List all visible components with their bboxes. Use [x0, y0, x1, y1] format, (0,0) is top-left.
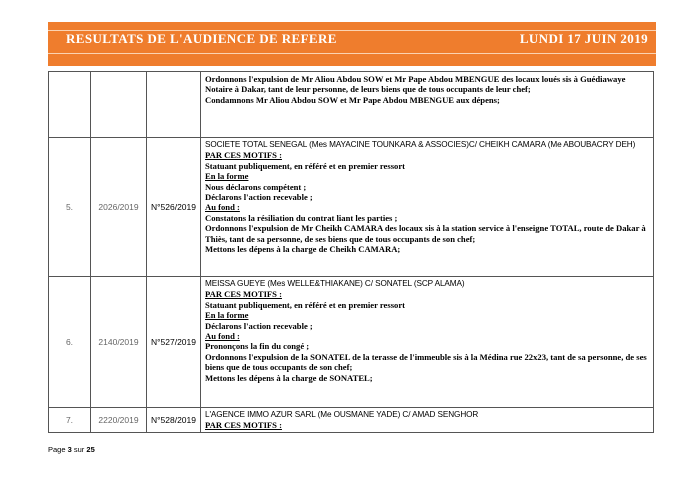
decision-line: Prononçons la fin du congé ; [205, 341, 310, 352]
decision-line: Ordonnons l'expulsion de Mr Cheikh CAMARA des locaux sis à la station service à l'enseigne TOTAL, route de Dakar à Thiès, tant de sa personne, de ses biens que de tous occupants de son chef; [205, 223, 646, 244]
section-heading: En la forme [205, 310, 249, 321]
page-label: Page [48, 445, 66, 454]
decision-line: Mettons les dépens à la charge de Cheikh CAMARA; [205, 244, 401, 255]
page-footer [48, 445, 95, 454]
decision-text [201, 408, 654, 433]
order-number: N°528/2019 [147, 408, 201, 433]
decision-line: Statuant publiquement, en référé et en premier ressort [205, 299, 406, 310]
table-row [49, 408, 654, 433]
order-number [147, 72, 201, 138]
order-number: N°527/2019 [147, 277, 201, 408]
case-number: 2140/2019 [91, 277, 147, 408]
table-row [49, 72, 654, 138]
results-table [48, 71, 654, 433]
parties-line: L'AGENCE IMMO AZUR SARL (Me OUSMANE YADE) C/ AMAD SENGHOR [205, 410, 479, 419]
header-title: RESULTATS DE L'AUDIENCE DE REFERE [66, 31, 337, 46]
section-heading: PAR CES MOTIFS : [205, 289, 282, 300]
row-number [49, 72, 91, 138]
case-number: 2026/2019 [91, 138, 147, 277]
section-heading: PAR CES MOTIFS : [205, 150, 282, 161]
header-banner [48, 22, 656, 66]
case-number [91, 72, 147, 138]
row-number: 5. [49, 138, 91, 277]
row-number: 7. [49, 408, 91, 433]
decision-line: Déclarons l'action recevable ; [205, 192, 313, 203]
decision-line: Constatons la résiliation du contrat liant les parties ; [205, 212, 398, 223]
page-number: 3 [67, 445, 72, 454]
parties-line: MEISSA GUEYE (Mes WELLE&THIAKANE) C/ SONATEL (SCP ALAMA) [205, 279, 465, 288]
parties-line: SOCIETE TOTAL SENEGAL (Mes MAYACINE TOUNKARA & ASSOCIES)C/ CHEIKH CAMARA (Me ABOUBACRY DEH) [205, 140, 636, 149]
decision-line: Déclarons l'action recevable ; [205, 320, 313, 331]
table-row [49, 277, 654, 408]
decision-line: Statuant publiquement, en référé et en premier ressort [205, 160, 406, 171]
decision-line: Condamnons Mr Aliou Abdou SOW et Mr Pape Abdou MBENGUE aux dépens; [205, 94, 500, 105]
decision-line: Ordonnons l'expulsion de la SONATEL de la terasse de l'immeuble sis à la Médina rue 22x23, tant de sa personne, de ses biens que de tous occupants de son chef; [205, 351, 647, 373]
decision-line: Nous déclarons compétent ; [205, 181, 307, 192]
header-date: LUNDI 17 JUIN 2019 [519, 31, 648, 46]
decision-text [201, 72, 654, 138]
section-heading: PAR CES MOTIFS : [205, 420, 282, 431]
section-heading: Au fond : [205, 202, 240, 213]
page-separator: sur [73, 445, 85, 454]
section-heading: En la forme [205, 171, 249, 182]
table-row [49, 138, 654, 277]
case-number: 2220/2019 [91, 408, 147, 433]
decision-line: Ordonnons l'expulsion de Mr Aliou Abdou SOW et Mr Pape Abdou MBENGUE des locaux loués sis à Guédiawaye Notaire à Dakar, tant de leur personne, de leurs biens que de tous occupants de leur chef; [205, 74, 626, 95]
row-number: 6. [49, 277, 91, 408]
section-heading: Au fond : [205, 331, 240, 342]
decision-text [201, 138, 654, 277]
decision-text [201, 277, 654, 408]
page-total: 25 [86, 445, 95, 454]
order-number: N°526/2019 [147, 138, 201, 277]
decision-line: Mettons les dépens à la charge de SONATEL; [205, 372, 373, 383]
